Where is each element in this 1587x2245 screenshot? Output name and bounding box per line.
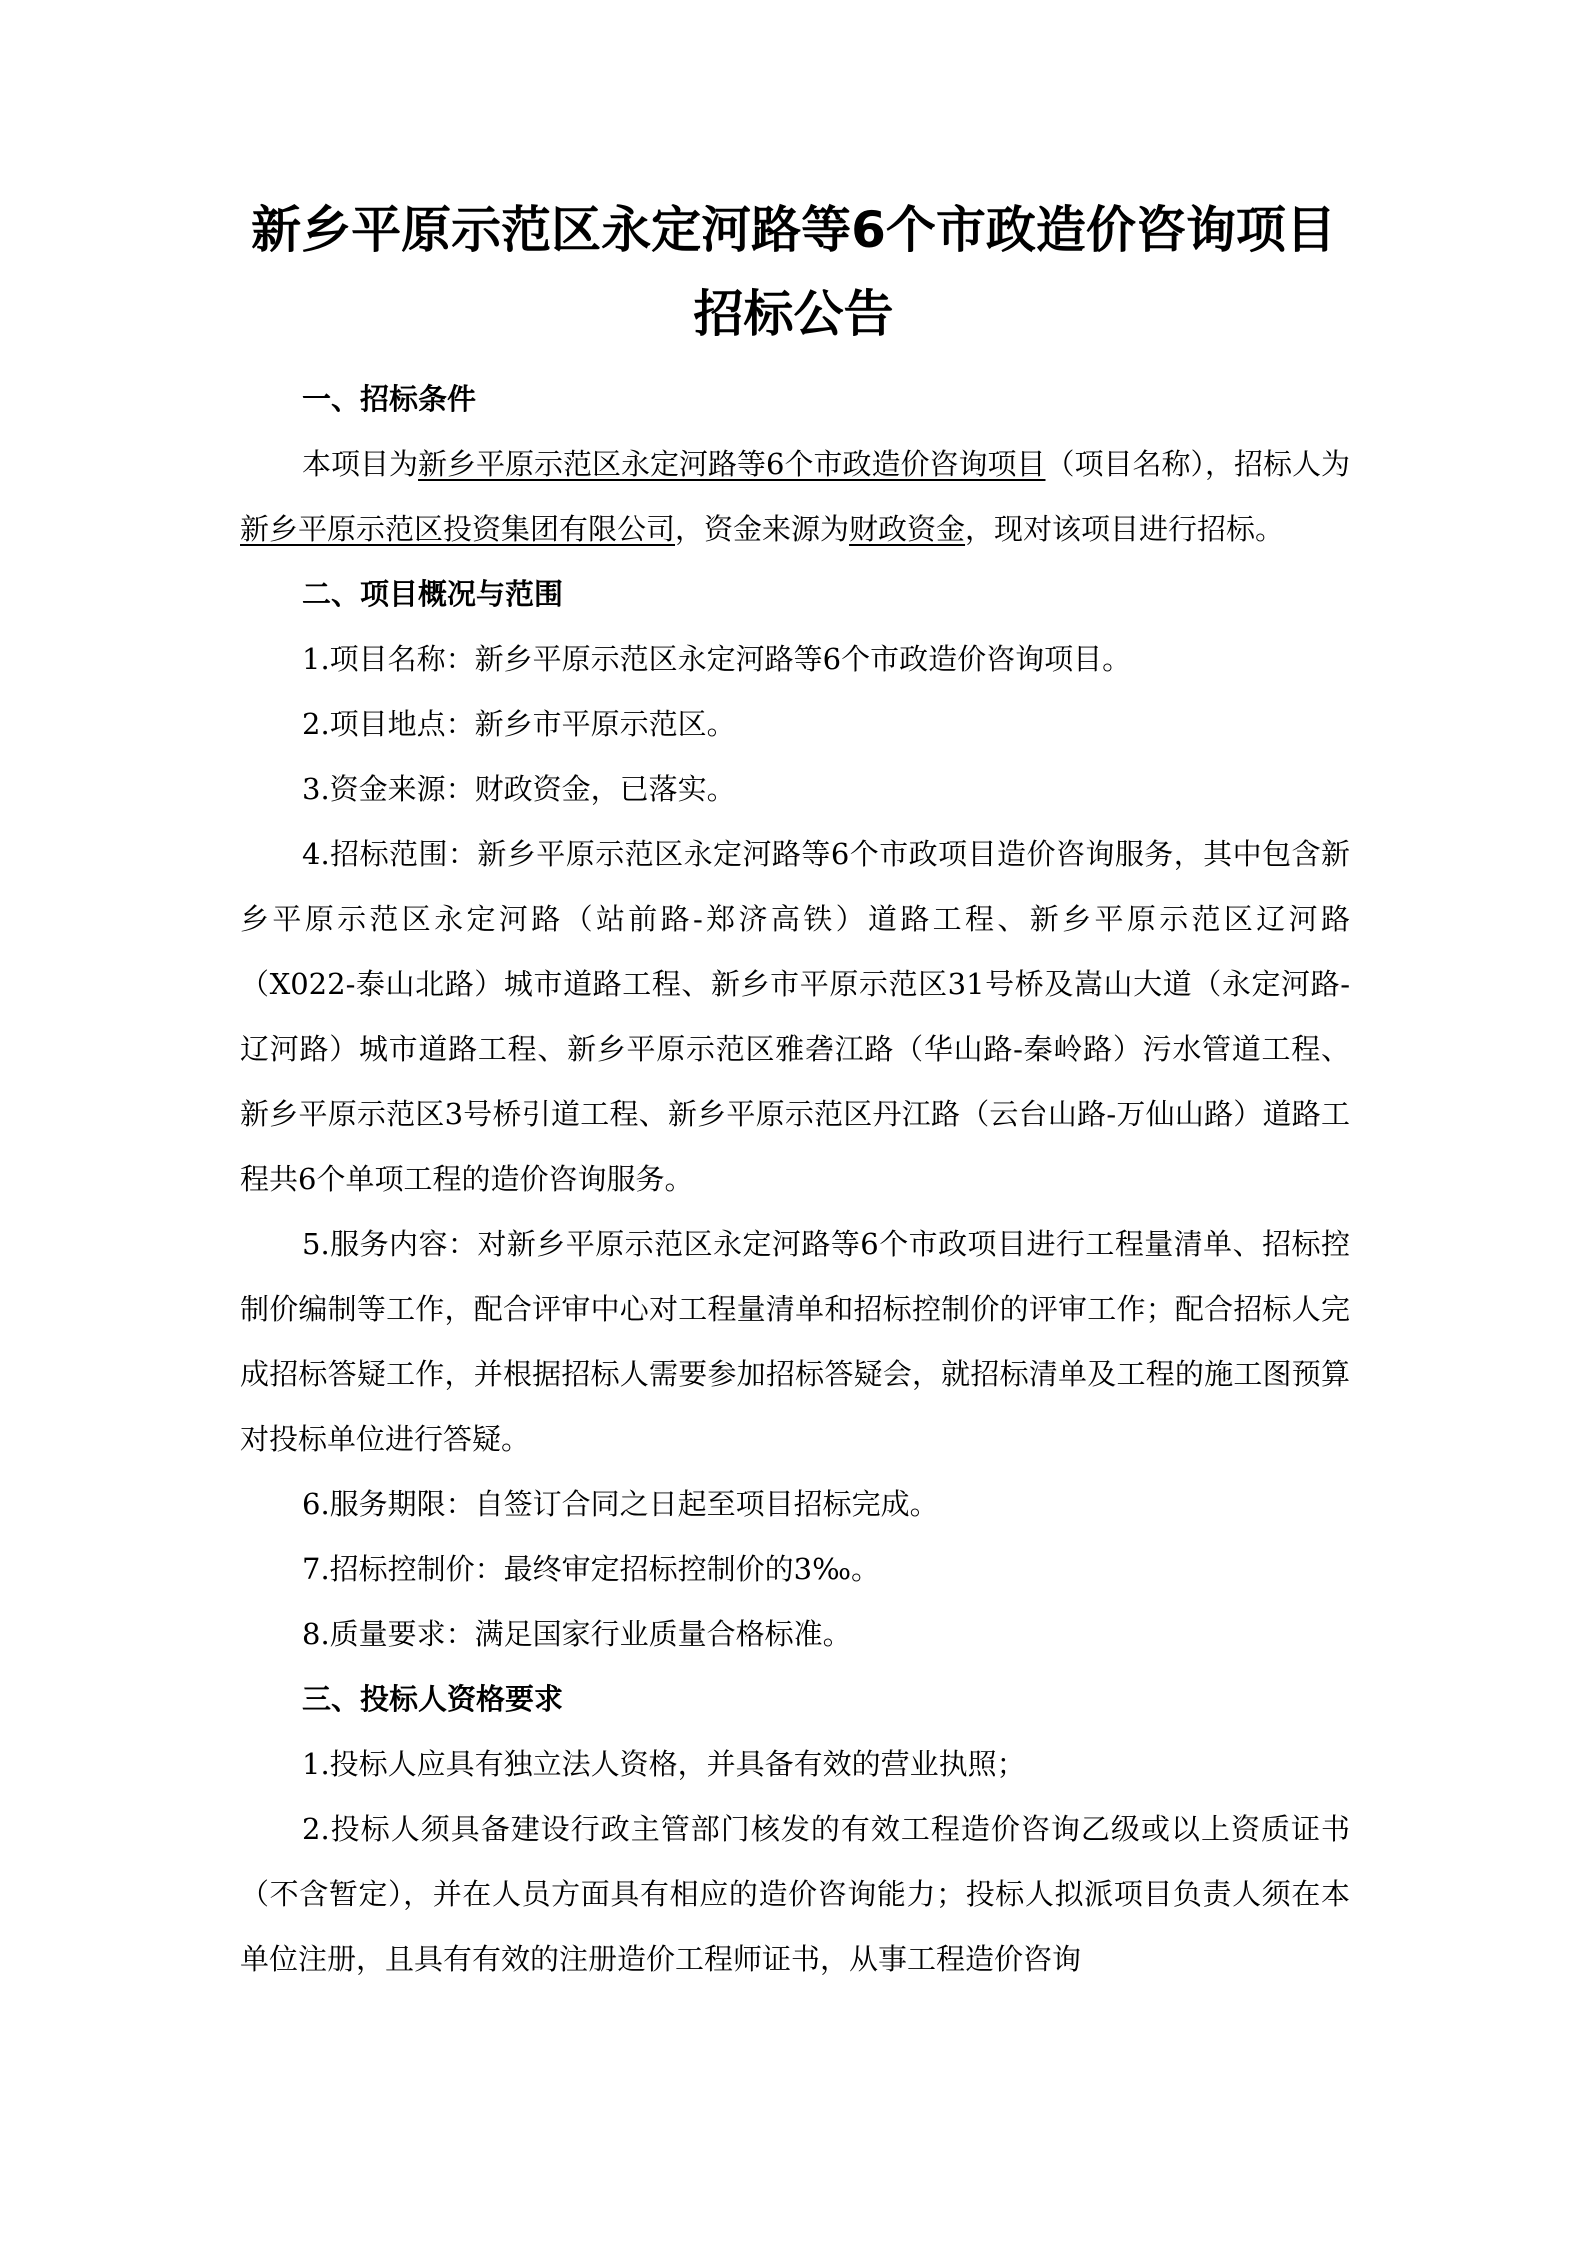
overview-item-1: 1.项目名称：新乡平原示范区永定河路等6个市政造价咨询项目。	[302, 642, 1132, 676]
qualification-item-2: 2.投标人须具备建设行政主管部门核发的有效工程造价咨询乙级或以上资质证书（不含暂定），并在人员方面具有相应的造价咨询能力；投标人拟派项目负责人须在本单位注册，且具有有效的注册造价工程师证书，从事工程造价咨询	[240, 1812, 1350, 1976]
text-fragment: ，现对该项目进行招标。	[965, 512, 1285, 546]
text-fragment: 本项目为	[302, 447, 419, 481]
fund-source-underlined: 财政资金	[849, 512, 966, 546]
bidding-conditions-paragraph	[240, 432, 1350, 562]
document-body	[240, 367, 1350, 1992]
overview-item-8: 8.质量要求：满足国家行业质量合格标准。	[302, 1617, 852, 1651]
section-heading-project-overview: 二、项目概况与范围	[302, 577, 564, 611]
tenderer-name-underlined: 新乡平原示范区投资集团有限公司	[240, 512, 676, 546]
section-heading-bidder-qualifications: 三、投标人资格要求	[302, 1682, 564, 1716]
overview-item-7: 7.招标控制价：最终审定招标控制价的3‰。	[302, 1552, 881, 1586]
overview-item-2: 2.项目地点：新乡市平原示范区。	[302, 707, 736, 741]
document-title-line1: 新乡平原示范区永定河路等6个市政造价咨询项目	[251, 201, 1336, 259]
text-fragment: ，资金来源为	[675, 512, 850, 546]
overview-item-3: 3.资金来源：财政资金，已落实。	[302, 772, 736, 806]
project-name-underlined: 新乡平原示范区永定河路等6个市政造价咨询项目	[418, 447, 1046, 481]
qualification-item-1: 1.投标人应具有独立法人资格，并具备有效的营业执照；	[302, 1747, 1026, 1781]
overview-item-5: 5.服务内容：对新乡平原示范区永定河路等6个市政项目进行工程量清单、招标控制价编制等工作，配合评审中心对工程量清单和招标控制价的评审工作；配合招标人完成招标答疑工作，并根据招标人需要参加招标答疑会，就招标清单及工程的施工图预算对投标单位进行答疑。	[240, 1227, 1350, 1456]
document-title-line2: 招标公告	[693, 285, 894, 343]
section-heading-bidding-conditions: 一、招标条件	[302, 382, 477, 416]
overview-item-6: 6.服务期限：自签订合同之日起至项目招标完成。	[302, 1487, 939, 1521]
overview-item-4: 4.招标范围：新乡平原示范区永定河路等6个市政项目造价咨询服务，其中包含新乡平原示范区永定河路（站前路-郑济高铁）道路工程、新乡平原示范区辽河路（X022-泰山北路）城市道路工程、新乡市平原示范区31号桥及嵩山大道（永定河路-辽河路）城市道路工程、新乡平原示范区雅砻江路（华山路-秦岭路）污水管道工程、新乡平原示范区3号桥引道工程、新乡平原示范区丹江路（云台山路-万仙山路）道路工程共6个单项工程的造价咨询服务。	[240, 837, 1350, 1196]
text-fragment: （项目名称），招标人为	[1045, 447, 1350, 481]
